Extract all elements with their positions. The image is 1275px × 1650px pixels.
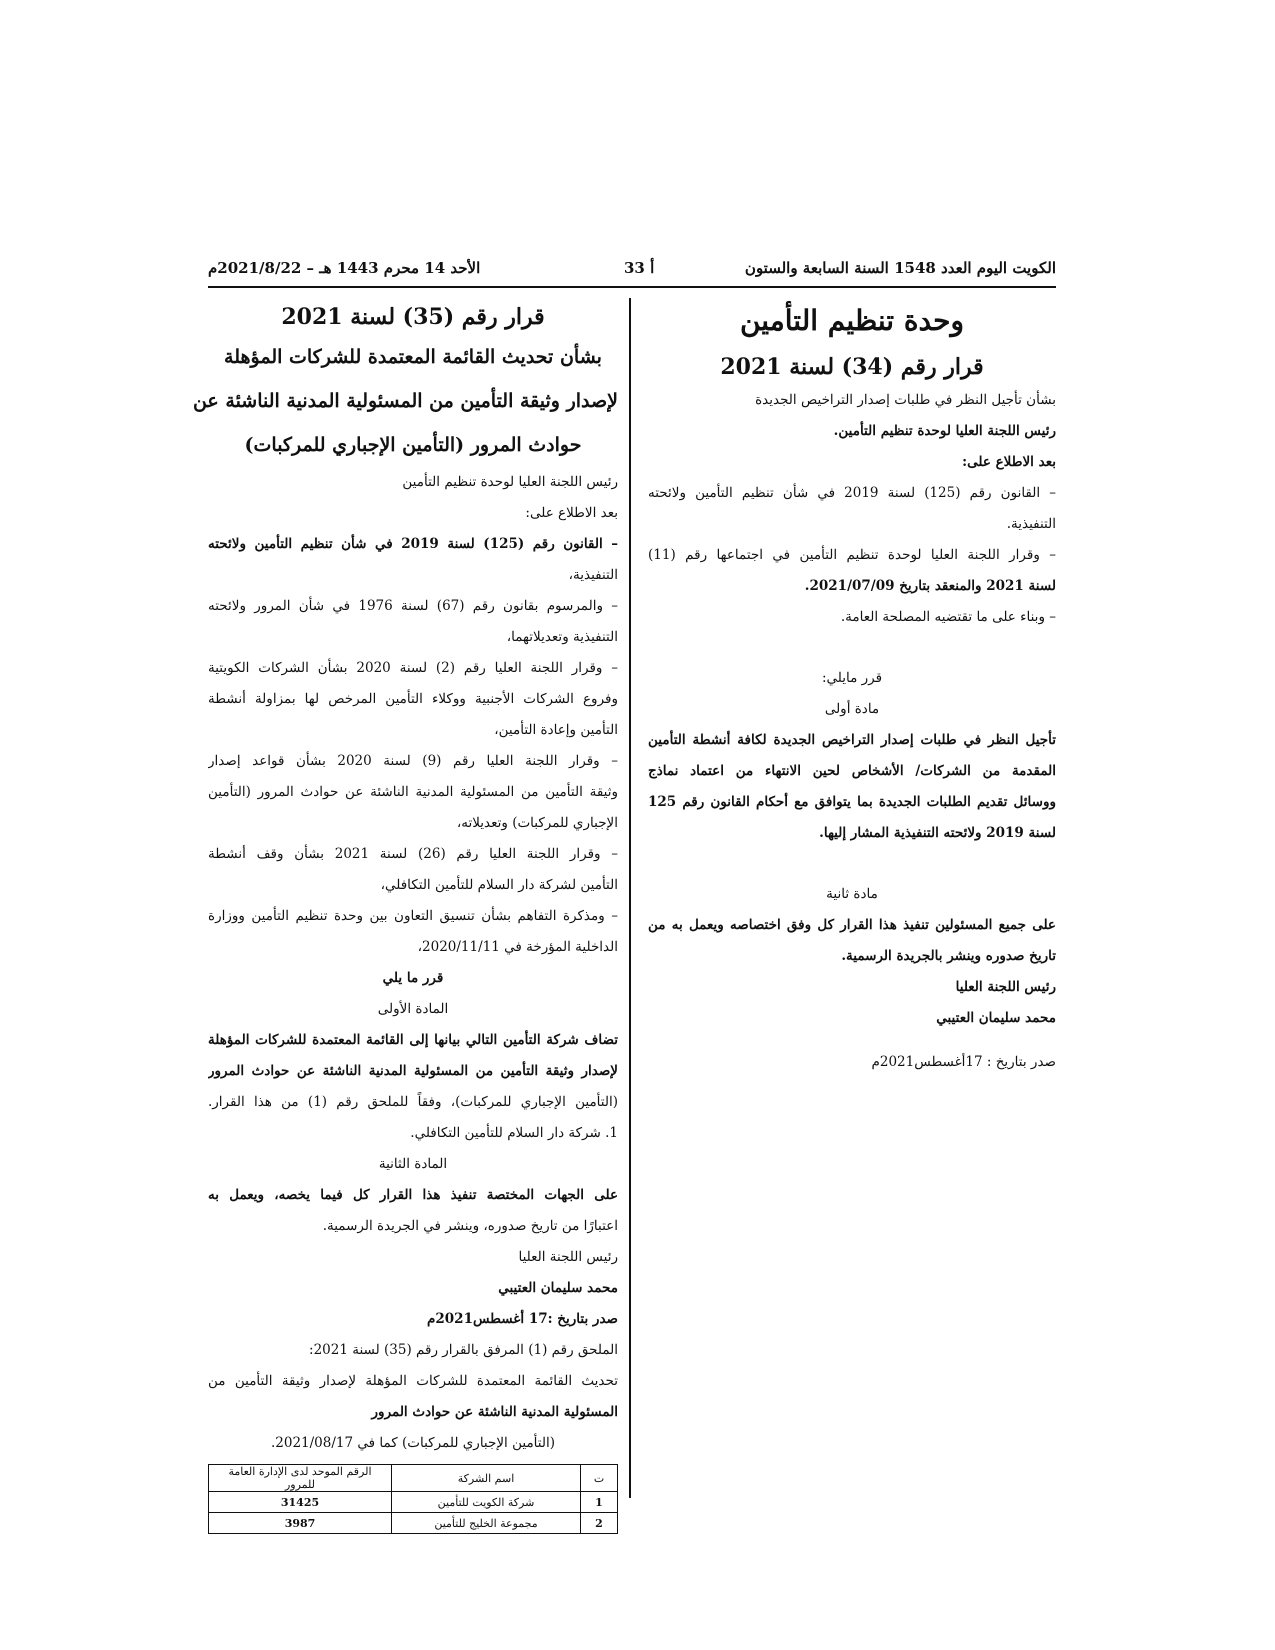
decision-35-text-line: وثيقة التأمين من المسئولية المدنية الناشئة عن حوادث المرور (التأمين — [208, 784, 618, 800]
decision-34-text-line: – القانون رقم (125) لسنة 2019 في شأن تنظيم التأمين ولائحته — [648, 485, 1056, 501]
decision-34-article-2-line: تاريخ صدوره وينشر بالجريدة الرسمية. — [841, 948, 1056, 964]
table-cell-company: مجموعة الخليج للتأمين — [392, 1513, 581, 1534]
decision-35-subtitle-line: بشأن تحديث القائمة المعتمدة للشركات المؤهلة — [224, 346, 602, 368]
decision-35-article-2-heading: المادة الثانية — [378, 1156, 448, 1172]
table-cell-company: شركة الكويت للتأمين — [392, 1492, 581, 1513]
table-cell-traffic-id: 3987 — [209, 1513, 392, 1534]
decision-35-text-line: – وقرار اللجنة العليا رقم (2) لسنة 2020 بشأن الشركات الكويتية — [208, 660, 618, 676]
decision-35-text-line: التنفيذية وتعديلاتهما، — [506, 629, 618, 645]
decision-35-article-1-item: 1. شركة دار السلام للتأمين التكافلي. — [410, 1125, 618, 1141]
table-header-company: اسم الشركة — [392, 1465, 581, 1492]
decision-35-preamble-heading: بعد الاطلاع على: — [525, 505, 618, 521]
decision-35-text-line: – وقرار اللجنة العليا رقم (26) لسنة 2021 بشأن وقف أنشطة — [208, 846, 618, 862]
unit-title: وحدة تنظيم التأمين — [739, 304, 965, 337]
decision-35-subtitle-line: لإصدار وثيقة التأمين من المسئولية المدنية الناشئة عن — [192, 390, 618, 412]
decision-34-signatory-name: محمد سليمان العتيبي — [936, 1010, 1056, 1026]
decision-35-article-2-line: اعتبارًا من تاريخ صدوره، وينشر في الجريدة الرسمية. — [322, 1218, 618, 1234]
table-header-row — [209, 1465, 618, 1492]
annex-as-of-date: (التأمين الإجباري للمركبات) كما في 2021/08/17. — [270, 1435, 555, 1451]
table-cell-index: 2 — [581, 1513, 618, 1534]
decision-34-column — [648, 300, 1056, 1083]
decision-35-text-line: – القانون رقم (125) لسنة 2019 في شأن تنظيم التأمين ولائحته — [208, 536, 618, 552]
decision-35-article-2-line: على الجهات المختصة تنفيذ هذا القرار كل فيما يخصه، ويعمل به — [208, 1187, 618, 1203]
decision-35-text-line: – ومذكرة التفاهم بشأن تنسيق التعاون بين وحدة تنظيم التأمين ووزارة — [208, 908, 618, 924]
decision-35-signatory-name: محمد سليمان العتيبي — [498, 1280, 618, 1296]
decision-34-article-1-line: ووسائل تقديم الطلبات الجديدة بما يتوافق مع أحكام القانون رقم 125 — [648, 794, 1056, 810]
decision-35-issue-date: صدر بتاريخ :17 أغسطس2021م — [427, 1311, 618, 1327]
gazette-page — [192, 250, 1056, 1530]
decision-34-issue-date: صدر بتاريخ : 17أغسطس2021م — [871, 1054, 1056, 1070]
decision-35-article-1-line: تضاف شركة التأمين التالي بيانها إلى القائمة المعتمدة للشركات المؤهلة — [208, 1032, 618, 1048]
decision-34-article-1-line: تأجيل النظر في طلبات إصدار التراخيص الجديدة لكافة أنشطة التأمين — [648, 732, 1056, 748]
decision-34-article-1-heading: مادة أولى — [824, 701, 880, 717]
decision-35-text-line: التنفيذية، — [568, 567, 618, 583]
decision-35-article-1-line: لإصدار وثيقة التأمين من المسئولية المدنية الناشئة عن حوادث المرور — [208, 1063, 618, 1079]
decision-34-title: قرار رقم (34) لسنة 2021 — [720, 354, 984, 380]
decision-34-article-1-line: المقدمة من الشركات/ الأشخاص لحين الانتهاء من اعتماد نماذج — [648, 763, 1056, 779]
decision-34-text-line: – وبناء على ما تقتضيه المصلحة العامة. — [840, 609, 1056, 625]
decision-35-title: قرار رقم (35) لسنة 2021 — [281, 304, 545, 330]
table-header-traffic-id: الرقم الموحد لدى الإدارة العامة للمرور — [209, 1465, 392, 1492]
decision-34-article-1-line: لسنة 2019 ولائحته التنفيذية المشار إليها. — [819, 825, 1056, 841]
decision-34-article-2-line: على جميع المسئولين تنفيذ هذا القرار كل وفق اختصاصه ويعمل به من — [648, 917, 1056, 933]
decision-34-text-line: لسنة 2021 والمنعقد بتاريخ 2021/07/09. — [804, 578, 1056, 594]
table-header-index: ت — [581, 1465, 618, 1492]
annex-description-line: تحديث القائمة المعتمدة للشركات المؤهلة لإصدار وثيقة التأمين من — [208, 1373, 618, 1389]
decision-35-subtitle-line: حوادث المرور (التأمين الإجباري للمركبات) — [244, 434, 582, 456]
table-cell-traffic-id: 31425 — [209, 1492, 392, 1513]
decision-34-text-line: – وقرار اللجنة العليا لوحدة تنظيم التأمين في اجتماعها رقم (11) — [648, 547, 1056, 563]
decision-35-resolved-heading: قرر ما يلي — [382, 970, 444, 986]
decision-34-article-2-heading: مادة ثانية — [826, 886, 878, 902]
column-divider — [629, 298, 631, 1498]
decision-35-article-1-heading: المادة الأولى — [377, 1001, 449, 1017]
decision-34-resolved-heading: قرر مايلي: — [821, 670, 883, 686]
decision-34-subject: بشأن تأجيل النظر في طلبات إصدار التراخيص الجديدة — [755, 392, 1056, 408]
decision-35-text-line: – وقرار اللجنة العليا رقم (9) لسنة 2020 بشأن قواعد إصدار — [208, 753, 618, 769]
decision-34-preamble-heading: بعد الاطلاع على: — [962, 454, 1056, 470]
decision-35-text-line: التأمين وإعادة التأمين، — [494, 722, 618, 738]
decision-35-text-line: وفروع الشركات الأجنبية ووكلاء التأمين المرخص لها بمزاولة أنشطة — [208, 691, 618, 707]
decision-35-article-1-line: (التأمين الإجباري للمركبات)، وفقاً للملحق رقم (1) من هذا القرار. — [208, 1094, 618, 1110]
header-page-number: أ 33 — [624, 259, 655, 277]
page-header — [208, 250, 1056, 288]
table-row — [209, 1513, 618, 1534]
table-cell-index: 1 — [581, 1492, 618, 1513]
annex-companies-table — [208, 1464, 618, 1534]
decision-35-text-line: – والمرسوم بقانون رقم (67) لسنة 1976 في شأن المرور ولائحته — [208, 598, 618, 614]
annex-heading: الملحق رقم (1) المرفق بالقرار رقم (35) لسنة 2021: — [309, 1342, 618, 1358]
decision-34-issuer: رئيس اللجنة العليا لوحدة تنظيم التأمين. — [833, 423, 1056, 439]
table-row — [209, 1492, 618, 1513]
decision-35-issuer: رئيس اللجنة العليا لوحدة تنظيم التأمين — [402, 474, 618, 490]
decision-34-text-line: التنفيذية. — [1006, 516, 1056, 532]
decision-35-column — [192, 300, 618, 1534]
decision-34-signatory-title: رئيس اللجنة العليا — [955, 979, 1056, 995]
decision-35-signatory-title: رئيس اللجنة العليا — [518, 1249, 618, 1265]
header-date: الأحد 14 محرم 1443 هـ – 2021/8/22م — [208, 259, 481, 277]
header-issue-info: الكويت اليوم العدد 1548 السنة السابعة والستون — [744, 259, 1056, 277]
decision-35-text-line: الداخلية المؤرخة في 2020/11/11، — [417, 939, 618, 955]
decision-35-text-line: الإجباري للمركبات) وتعديلاته، — [456, 815, 618, 831]
decision-35-text-line: التأمين لشركة دار السلام للتأمين التكافلي، — [380, 877, 618, 893]
annex-description-line: المسئولية المدنية الناشئة عن حوادث المرور — [371, 1404, 618, 1420]
